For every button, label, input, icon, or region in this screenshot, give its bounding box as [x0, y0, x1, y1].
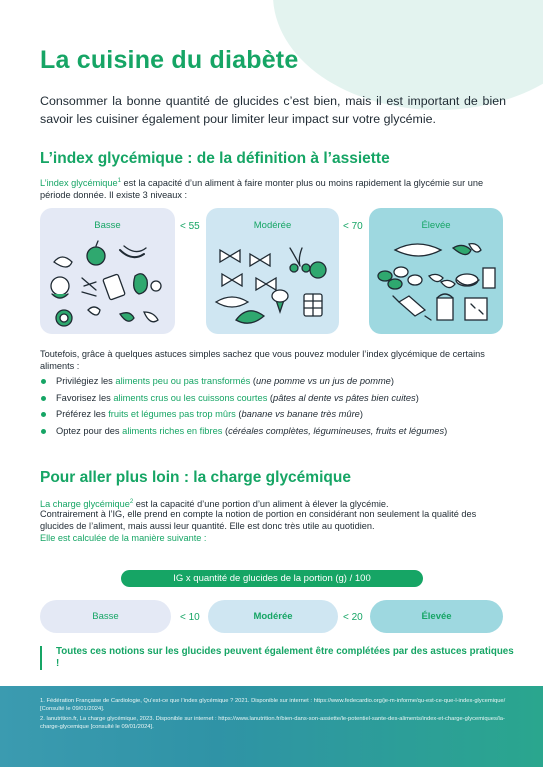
gl-level-high: Élevée	[370, 600, 503, 633]
moderate-gi-foods-illustration	[206, 236, 339, 334]
tips-list	[40, 373, 520, 439]
tips-intro: Toutefois, grâce à quelques astuces simples sachez que vous pouvez moduler l’index glycémique de certains aliments :	[40, 349, 485, 371]
list-item: Privilégiez les aliments peu ou pas transformés (une pomme vs un jus de pomme)	[40, 373, 520, 390]
gl-level-moderate: Modérée	[208, 600, 338, 633]
gl-term: La charge glycémique	[40, 499, 130, 510]
gi-definition-text: est la capacité d’un aliment à faire monter plus ou moins rapidement la glycémie sur une période donnée. Il existe 3 niveaux :	[40, 178, 484, 201]
bullet-icon	[41, 412, 46, 417]
list-item: Préférez les fruits et légumes pas trop mûrs (banane vs banane très mûre)	[40, 406, 520, 423]
gl-explanation: Contrairement à l’IG, elle prend en compte la notion de portion en considérant non seulement la qualité des glucides de l’aliment, mais aussi leur quantité. Elle est donc très utile au quotidien.	[40, 509, 477, 531]
section-heading-glycemic-load: Pour aller plus loin : la charge glycémique	[40, 469, 351, 486]
gl-low-threshold: < 10	[180, 612, 200, 623]
callout-note: Toutes ces notions sur les glucides peuvent également être complétées par des astuces pratiques !	[40, 646, 516, 670]
footnote-ref-1: 1	[117, 178, 121, 184]
gl-definition-text: est la capacité d’une portion d’un aliment à élever la glycémie.	[133, 499, 389, 510]
bullet-icon	[41, 429, 46, 434]
level-panel-low	[40, 208, 175, 334]
list-item: Optez pour des aliments riches en fibres (céréales complètes, légumineuses, fruits et légumes)	[40, 423, 520, 440]
gi-definition	[40, 175, 506, 201]
footer-band	[0, 686, 543, 767]
level-panel-moderate	[206, 208, 339, 334]
gl-moderate-threshold: < 20	[343, 612, 363, 623]
footnote-1: 1. Fédération Française de Cardiologie, Qu’est-ce que l’index glycémique ? 2021. Disponible sur internet : https://www.fedecardio.org/je-m-informe/qu-est-ce-que-l-index-glycemique/ [Consulté le 09/01/2024].	[40, 698, 506, 712]
level-label-low: Basse	[94, 220, 121, 231]
level-label-moderate: Modérée	[253, 220, 292, 231]
gl-formula: IG x quantité de glucides de la portion (g) / 100	[121, 570, 423, 587]
gl-calc-intro: Elle est calculée de la manière suivante :	[40, 533, 207, 543]
level-panel-high	[369, 208, 503, 334]
level-label-high: Élevée	[421, 220, 451, 231]
gl-level-low: Basse	[40, 600, 171, 633]
low-gi-foods-illustration	[40, 236, 175, 334]
low-threshold: < 55	[180, 221, 200, 232]
gi-term: L’index glycémique	[40, 178, 118, 189]
footnote-2: 2. lanutrition.fr, La charge glycémique, 2023. Disponible sur internet : https://www.lanutrition.fr/bien-dans-son-assiette/le-potentiel-sante-des-aliments/index-et-charge-glycemiques/la-charge-glycemique [consulté le 09/01/2024].	[40, 716, 505, 730]
section-heading-glycemic-index: L’index glycémique : de la définition à l’assiette	[40, 150, 390, 167]
bullet-icon	[41, 379, 46, 384]
page-title: La cuisine du diabète	[40, 46, 299, 74]
bullet-icon	[41, 396, 46, 401]
high-gi-foods-illustration	[369, 236, 503, 334]
list-item: Favorisez les aliments crus ou les cuissons courtes (pâtes al dente vs pâtes bien cuites)	[40, 390, 520, 407]
footnote-ref-2: 2	[129, 499, 134, 505]
moderate-threshold: < 70	[343, 221, 363, 232]
intro-paragraph: Consommer la bonne quantité de glucides c’est bien, mais il est important de bien savoir les cuisiner également pour limiter leur impact sur votre glycémie.	[40, 94, 506, 126]
